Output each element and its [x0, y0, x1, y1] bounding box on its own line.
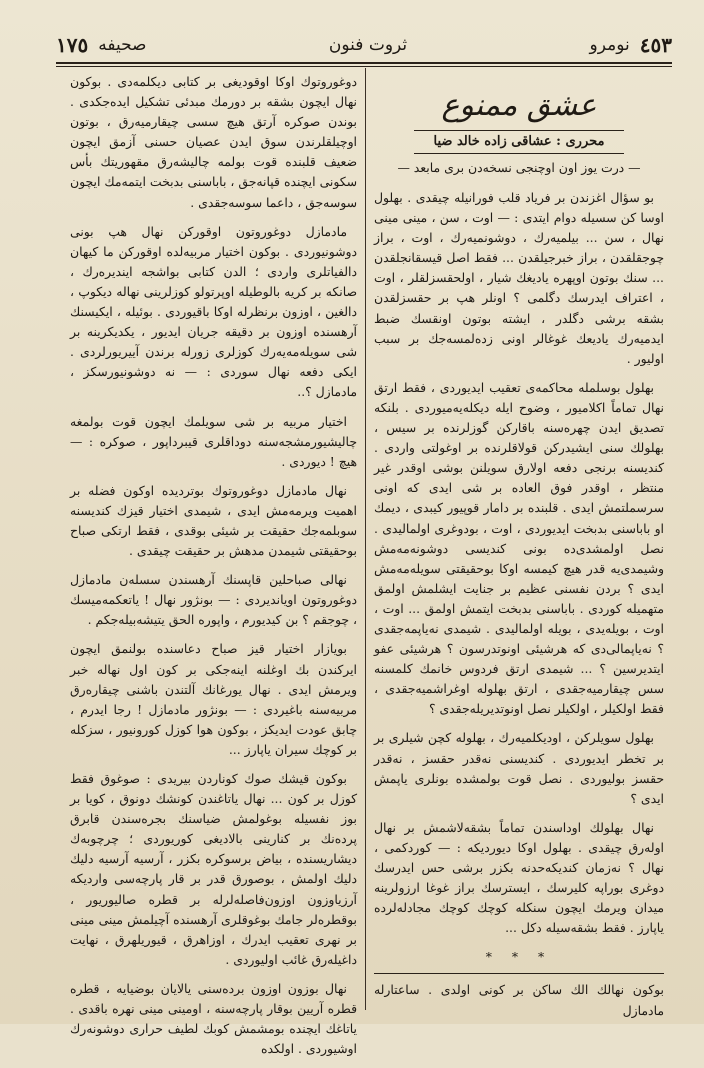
page-header [56, 30, 672, 60]
section-separator: * * * [485, 949, 553, 965]
journal-title: ثروت فنون [328, 35, 408, 55]
footer-rule [374, 973, 664, 974]
issue-info [590, 33, 672, 57]
paragraph: نهالی صباحلین قاپسنك آرهسندن سسله‌ن مادمازل دوغوروتون اویاندیردی : — بونژور نهال ! یاتعکمه‌میسك ، چوجقم ؟ بن کیدیورم ، واپوره الحق یتیشه‌بیله‌جکم . [70, 572, 357, 628]
page-info [56, 33, 147, 57]
issue-number: ٤٥٣ [639, 33, 672, 57]
closing-line: بوکون نهالك الك ساکن بر کونی اولدی . ساعتارله مادمازل [374, 982, 664, 1018]
column-divider [365, 68, 366, 1010]
paragraph: نهال بوزون اوزون برده‌سنی یالایان بوضیایه ، قطره قطره آریین بوقار پارچه‌سنه ، اومینی مینی نهره باقدی . یاتاغك ایچنده بومشمش کوبك لطیف حراری دوشونه‌رك اوشیوردی . اولکده [70, 980, 357, 1057]
article-author: محرری : عشاقی زاده خالد ضیا [414, 130, 624, 154]
right-column [374, 72, 664, 1030]
page-word: صحيفه [98, 35, 147, 55]
paragraph: بو سؤال اغزندن بر فریاد قلب فورانیله چیقدی . بهلول اوسا کن سسیله دوام ایتدی : — اوت ، سن ، مینی مینی نهال ، سن ... بیلمیه‌رك ، دوشونمیه‌رك ، اوت ، براز چوجقلقدن ، براز خبرجیلقدن ... فقط اصل قیسقانجلقدن ... سنك بوتون اوپهره یادیغك شیار ، اولحقسزلقلر ، اوت ، اعتراف ایدرسك دگلمی ؟ اونلر هپ بر حقسزلقدن بشقه برشی دگلدر ، ایشته بوتون اونقسك ضبط ایدمیه‌رك یادیعك غوغالر اونی زده‌لمسه‌جك بر سبب اولیور . [374, 190, 664, 366]
paragraph: بهلول سویلرکن ، اودیکلمیه‌رك ، بهلوله کچن شیلری بر بر تخطر ایدیوردی . کندیسنی نه‌قدر حقسز ، نه‌قدر حقسز بولیوردی . نصل قوت بولمشده بونلری یاپمش ایدی ؟ [374, 730, 664, 806]
paragraph: بوکون قیشك صوك کوناردن بیریدی : صوغوق فقط کوزل بر کون ... نهال یاتاغندن کونشك دونوق ، کویا بر بوز نفسیله بوغولمش ضیاسنك بجره‌سندن قابرق پرده‌نك بر کنارینی بالادیغی کوریوردی ؛ چرچوبه‌ك دیشاریسنده ، بیاض برسوکره بکزر ، آرسیه آرسیه دلیك دلیك اولمش ، بوصورق قدر بر قار پارچه‌سی واردیکه آرزیاوزون اوزون‌فاصله‌لرله بر قطره صالیوریور ، بوقطره‌لر جامك بوغوقلری آرهسنده آچیلمش مینی مینی بر نهری تعقیب ایدرك ، اوزاهرق ، قیوریلهرق ، نهایت داغیله‌رق غائب اولیوردی . [70, 771, 357, 967]
paragraph: مادمازل دوغوروتون اوقورکن نهال هپ بونی دوشونیوردی . بوکون اختیار مربیه‌لده اوقورکن ما کیهان دالفیاتلری واردی ؛ الدن کتابی بواشجه ایندیره‌رك ، صانکه بر کریه بالوطیله اوپرتولو کوزلرینی نهاله دیکوپ ، دالغین ، اوزون برنظرله اوکا باقیوردی . بوئیله ، ایکیسنك آرهسنده اوزون بر دقیقه جریان ایدیور ، یکدیکرینه بر شی سویله‌مه‌یه‌رك کوزلری زورله برندن آییریورلردی . ایکی دفعه نهال سوردی : — نه دوشونیورسکز ، مادمازل ؟.. [70, 223, 357, 400]
left-column [70, 72, 357, 1068]
paragraph: نهال مادمازل دوغوروتوك بوتردیده اوکون فضله بر اهمیت ویرمه‌مش ایدی ، شیمدی اختیار قیزك کندیسنه سوبلمه‌جك حقیقت بر شیئی بوقدی ، فقط ارتکی صباح بوحقیقتی شیمدن مدهش بر حقیقت چیقدی . [70, 482, 357, 559]
paragraph: نهال بهلولك اوداسندن تماماً بشقه‌لاشمش بر نهال اوله‌رق چیقدی . بهلول اوکا دیوردیکه : — کوردکمی ، نهال ؟ نه‌زمان کندیکه‌حدنه بکزر برشی حس ایدرسك دوغری بوراپه کلیرسك ، ایسترسك براز غوغا ارزولرینه میدان ویرمك ایچون سنکله کوچك کوچك مجادله‌لرده یاپارز . فقط بشقه‌سیله دکل ... [374, 819, 664, 936]
header-rule [56, 62, 672, 64]
header-rule-thin [56, 66, 672, 67]
paragraph: بویازار اختیار قیز صباح دعاسنده بولنمق ایچون ایرکندن بك اوغلنه اینه‌جکی بر کون اول نهاله خبر ویرمش ایدی . نهال یورغانك آلتندن باشنی چیقاره‌رق مربیه‌سنه باغیردی : — بونژور مادمازل ! رجا ایدرم ، چابق عودت ایدیکز ، بوکون هوا کوزل کورونیور ، سزکله بر کوچك سیران یاپارز ... [70, 641, 357, 757]
paragraph: اختیار مربیه بر شی سویلمك ایچون قوت بولمغه چالیشیورمشجه‌سنه دوداقلری قیبرداپور ، صوکره : — هیچ ! دیوردی . [70, 413, 357, 469]
issue-word: نومرو [589, 35, 630, 55]
paragraph: بهلول بوسلمله محاکمه‌ی تعقیب ایدیوردی ، فقط ارتق نهال تماماً اکلامیور ، وضوح ایله دیکله‌یه‌میوردی . بلنکه تصدیق ایدن چهره‌سنه باقارکن گوزلرنده بر سیس ، بهلولك سنی ایشیدرکن قولاقلرنده بر اوغولتی واردی . کندیسنه برنجی دفعه اولارق سویلنن بوشی اوقدر غیر منتظر ، اوقدر فوق العاده بر شی ایدی که اونی سرسملتمش ایدی . قلبنده بر دامار قوپیور کیبدی ، دیمك او باباسنی بدبخت ایدیوردی ، اوت ، بودوغری اولمالیدی . نصل اولمشدی‌ده بونی کندیسی دوشونه‌مه‌مش وشیمدی‌یه قدر هیچ کیمسه اوکا بوحقیقتی سویله‌مه‌مش ایدی ؟ بردن نفسنی عظیم بر جنایت ایشلمش اولمق متهمیله کوردی . باباسنی بدبخت ایتمش اولمق ... اوت ، اوت ، بویله‌یدی ، بویله اولمالیدی . شیمدی نه‌یاپمه‌جقدی ؟ نه‌یاپمالی‌دی که هرشیئی اونوتدرسون ؟ هرشیئی عفو ایتدیرسین ؟ ... شیمدی ارتق فردوس خانمك کلمسنه سس چیقارمیه‌جقدی ، ارتق بهلوله اوغراشمیه‌جقدی ، فقط اولکیلر ، اولکیلر نصل اونوتدیریله‌جقدی ؟ [374, 379, 664, 717]
article-title: عشق ممنوع [441, 88, 597, 123]
article-subtitle: — درت یوز اون اوچنجی نسخه‌دن بری مابعد — [397, 160, 641, 175]
paragraph: دوغوروتوك اوکا اوقودیغی بر کتابی دیکلمه‌دی . بوکون نهال ایچون بشقه بر دورمك مبدئی تشکیل ایده‌جکدی . بوندن صوکره آرتق هیچ سسی چیقارمیه‌رق ، بوتون اوچیلقلرندن سوق ایدن عصیان حسنی آزمق ایچون ضعیف قلبنده قوت بولمه چالیشه‌رق مقهوریتك بأس سکونی ایچنده قپانه‌جق ، باباسنی بدبخت ایتمه‌مك ایچون سوسه‌جق ، داعما سوسه‌جقدی . [70, 74, 357, 210]
page-number: ١٧٥ [56, 33, 89, 57]
